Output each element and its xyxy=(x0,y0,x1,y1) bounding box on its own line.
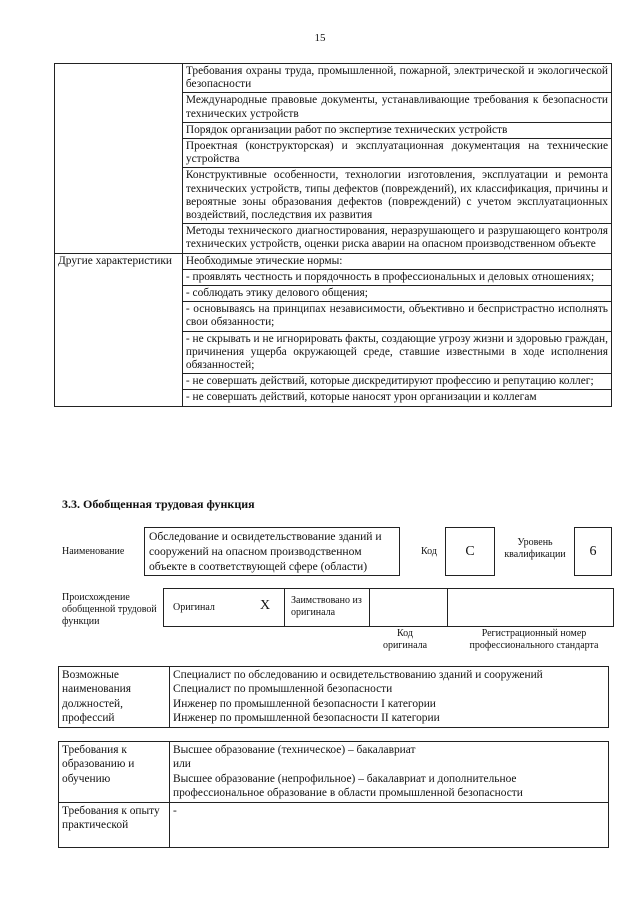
reg-number-label: Регистрационный номер профессионального стандарта xyxy=(469,628,599,651)
table-row: Требования охраны труда, промышленной, пожарной, электрической и экологической безопасности xyxy=(182,64,611,93)
positions-label: Возможные наименования должностей, профессий xyxy=(59,667,170,728)
list-item: Специалист по промышленной безопасности xyxy=(173,683,393,696)
original-label: Оригинал xyxy=(173,602,215,613)
list-item: Высшее образование (непрофильное) – бакалавриат и дополнительное профессиональное образование в области промышленной безопасности xyxy=(173,772,523,800)
list-item: Инженер по промышленной безопасности II категории xyxy=(173,712,440,725)
origin-label: Происхождение обобщенной трудовой функции xyxy=(62,592,157,627)
table-row: Необходимые этические нормы: xyxy=(182,253,611,269)
table-row: Методы технического диагностирования, неразрушающего и разрушающего контроля технических устройств, оценки риска аварии на опасном производственном объекте xyxy=(182,224,611,253)
list-item: или xyxy=(173,758,191,771)
code-label: Код xyxy=(421,546,437,557)
table-row: - соблюдать этику делового общения; xyxy=(182,286,611,302)
table-row: Международные правовые документы, устанавливающие требования к безопасности технических устройств xyxy=(182,93,611,122)
code-original-label: Код оригинала xyxy=(382,628,428,651)
function-name: Обследование и освидетельствование зданий и сооружений на опасном производственном объекте в соответствующей сфере (области) xyxy=(144,527,400,576)
list-item: Инженер по промышленной безопасности I категории xyxy=(173,697,436,710)
table-row: Проектная (конструкторская) и эксплуатационная документация на технические устройства xyxy=(182,139,611,168)
table-row: - не совершать действий, которые дискредитируют профессию и репутацию коллег; xyxy=(182,374,611,390)
page-number: 15 xyxy=(314,32,326,44)
borrowed-label: Заимствовано из оригинала xyxy=(291,595,362,618)
education-label: Требования к образованию и обучению xyxy=(59,742,170,803)
table-row: - основываясь на принципах независимости, объективно и беспристрастно исполнять свои обязанности; xyxy=(182,302,611,331)
knowledge-table xyxy=(54,63,612,407)
original-mark: Х xyxy=(260,598,271,613)
positions-table xyxy=(58,666,609,728)
table-row: Конструктивные особенности, технологии изготовления, эксплуатации и ремонта технических устройств, типы дефектов (повреждений), их классификация, причины и вероятные зоны образования дефектов (повреждений) с учетом эксплуатационных воздействий, последствия их развития xyxy=(182,168,611,224)
list-item: Специалист по обследованию и освидетельствованию зданий и сооружений xyxy=(173,669,543,681)
table-row: - не совершать действий, которые наносят урон организации и коллегам xyxy=(182,390,611,406)
experience-label: Требования к опыту практической xyxy=(59,802,170,847)
name-label: Наименование xyxy=(62,546,125,557)
other-characteristics-label: Другие характеристики xyxy=(55,253,183,406)
level-value: 6 xyxy=(574,527,612,576)
origin-box xyxy=(163,588,614,627)
table-row: - не скрывать и не игнорировать факты, создающие угрозу жизни и здоровью граждан, причинения ущерба окружающей среде, ставшие известными в ходе исполнения обязанностей; xyxy=(182,331,611,374)
table-row: Порядок организации работ по экспертизе технических устройств xyxy=(182,122,611,138)
requirements-table xyxy=(58,741,609,848)
experience-value: - xyxy=(170,802,609,847)
list-item: Высшее образование (техническое) – бакалавриат xyxy=(173,744,416,756)
code-value: С xyxy=(445,527,495,576)
section-title: 3.3. Обобщенная трудовая функция xyxy=(62,497,255,511)
table-row: - проявлять честность и порядочность в профессиональных и деловых отношениях; xyxy=(182,269,611,285)
level-label: Уровень квалификации xyxy=(504,537,566,560)
